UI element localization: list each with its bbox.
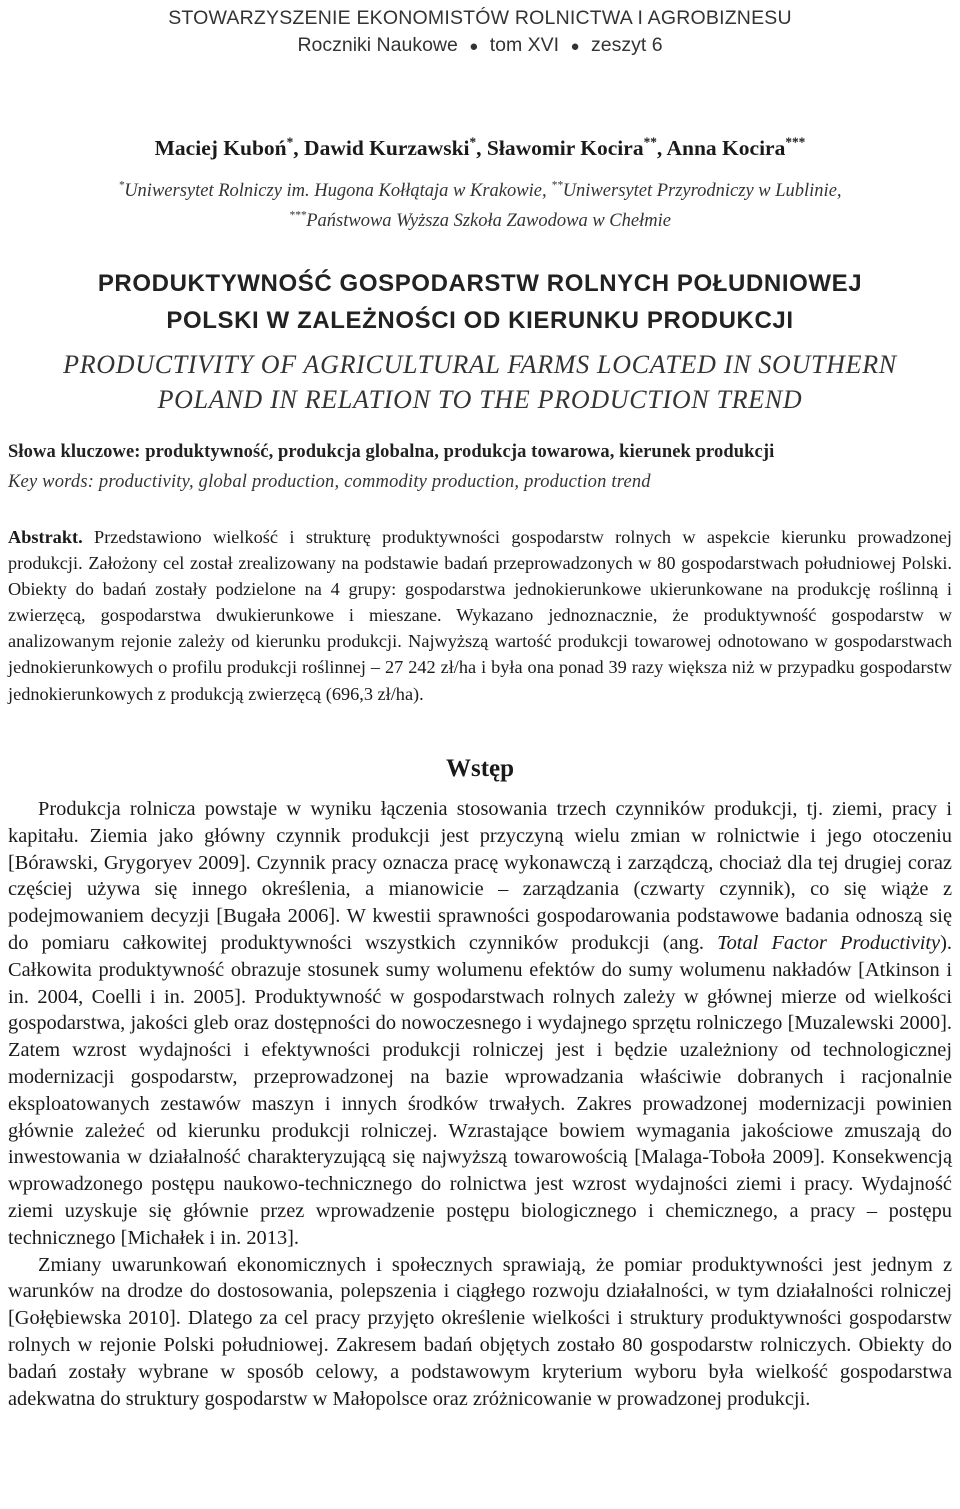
term-italic: Total Factor Productivity [717,931,941,954]
keywords-polish: Słowa kluczowe: produktywność, produkcja globalna, produkcja towarowa, kierunek produkcji [8,442,775,462]
title-line: POLSKI W ZALEŻNOŚCI OD KIERUNKU PRODUKCJI [166,307,794,334]
paragraph [8,796,952,1252]
paragraph: Zmiany uwarunkowań ekonomicznych i społecznych sprawiają, że pomiar produktywności jest jednym z warunków na drodze do dostosowania, polepszenia i ciągłego rozwoju działalności, w tym działalności rolniczej [Gołębiewska 2010]. Dlatego za cel pracy przyjęto określenie wielkości i struktury produktywności gospodarstw rolnych w rejonie Polski południowej. Zakresem badań objętych zostało 80 gospodarstw rolniczych. Obiekty do badań zostały wybrane w sposób celowy, a podstawowym kryterium wyboru była wielkość gospodarstwa adekwatna do struktury gospodarstw w Małopolsce oraz zróżnicowanie w prowadzonej produkcji. [8,1253,952,1410]
author-mark: * [286,134,294,150]
author-mark: * [469,134,477,150]
abstract-text: Przedstawiono wielkość i strukturę produktywności gospodarstw rolnych w aspekcie kierunku prowadzonej produkcji. Założony cel został zrealizowany na podstawie badań przeprowadzonych w 80 gospodarstwach południowej Polski. Obiekty do badań zostały podzielone na 4 grupy: gospodarstwa jednokierunkowe ukierunkowane na produkcję roślinną i zwierzęcą, gospodarstwa dwukierunkowe i mieszane. Wykazano jednoznacznie, że produktywność gospodarstw w analizowanym rejonie zależy od kierunku produkcji. Najwyższą wartość produkcji towarowej odnotowano w gospodarstwach jednokierunkowych o profilu produkcji roślinnej – 27 242 zł/ha i była ona ponad 39 razy większa niż w przypadku gospodarstw jednokierunkowych z produkcją zwierzęcą (696,3 zł/ha). [8,527,952,704]
author-name: Sławomir Kocira [486,136,644,160]
abstract [8,524,952,707]
author-name: Anna Kocira [666,136,786,160]
title-english [0,347,960,417]
author-name: Dawid Kurzawski [304,136,470,160]
title-line: PRODUCTIVITY OF AGRICULTURAL FARMS LOCATED IN SOUTHERN [63,350,897,379]
affiliations [0,176,960,236]
affiliation: Uniwersytet Przyrodniczy w Lublinie, [562,181,842,201]
affiliation: Uniwersytet Rolniczy im. Hugona Kołłątaja w Krakowie, [124,181,552,201]
bullet-icon: ● [469,38,479,55]
section-heading: Wstęp [445,755,515,782]
abstract-label: Abstrakt. [8,527,83,547]
keywords-english: Key words: productivity, global production, commodity production, production trend [8,472,651,492]
journal-volume: tom XVI [489,34,560,56]
author-name: Maciej Kuboń [154,136,287,160]
title-polish [0,265,960,339]
paragraph-text: ). Całkowita produktywność obrazuje stosunek sumy wolumenu efektów do sumy wolumenu nakładów [Atkinson i in. 2004, Coelli i in. 2005]. Produktywność w gospodarstwach rolnych zależy w głównej mierze od wielkości gospodarstwa, jakości gleb oraz dostępności do nowoczesnego i wydajnego sprzętu rolniczego [Muzalewski 2000]. Zatem wzrost wydajności i efektywności produkcji rolniczej jest i będzie uzależniony od technologicznej modernizacji gospodarstw, przeprowadzonej na bazie wprowadzania właściwie dobranych i racjonalnie eksploatowanych zestawów maszyn i innych środków trwałych. Zakres prowadzonej modernizacji powinien głównie zależeć od kierunku produkcji rolniczej. Wzrastające bowiem wymagania jakościowe zmuszają do inwestowania w działalność charakteryzującą się najwyższą towarowością [Malaga-Toboła 2009]. Konsekwencją wprowadzonego postępu naukowo-technicznego do rolnictwa jest wzrost wydajności ziemi i pracy. Wydajność ziemi uzyskuje się głównie przez wprowadzenie postępu biologicznego i chemicznego, a pracy – postępu technicznego [Michałek i in. 2013]. [8,931,952,1249]
author-list: Maciej Kuboń*, Dawid Kurzawski*, Sławomir Kocira**, Anna Kocira*** [154,134,806,160]
author-mark: ** [643,134,657,150]
author-mark: *** [785,134,806,150]
affiliation-mark: ** [551,179,563,192]
journal-issue: zeszyt 6 [591,34,663,56]
introduction-body [8,796,952,1412]
journal-publisher: STOWARZYSZENIE EKONOMISTÓW ROLNICTWA I AGROBIZNESU [168,7,792,29]
journal-series: Roczniki Naukowe [297,34,458,56]
paragraph-text: Produkcja rolnicza powstaje w wyniku łączenia stosowania trzech czynników produkcji, tj. ziemi, pracy i kapitału. Ziemia jako główny czynnik produkcji jest przyczyną wielu zmian w rolnictwie i jego otoczeniu [Bórawski, Grygoryev 2009]. Czynnik pracy oznacza pracę wykonawczą i zarządczą, chociaż dla tej drugiej coraz częściej używa się innego określenia, a mianowicie – zarządzania (czwarty czynnik), co się wiąże z podejmowaniem decyzji [Bugała 2006]. W kwestii sprawności gospodarowania podstawowe badania odnoszą się do pomiaru całkowitej produktywności wszystkich czynników produkcji (ang. [8,798,952,954]
affiliation: Państwowa Wyższa Szkoła Zawodowa w Chełmie [306,211,671,231]
title-line: PRODUKTYWNOŚĆ GOSPODARSTW ROLNYCH POŁUDNIOWEJ [97,270,863,297]
title-line: POLAND IN RELATION TO THE PRODUCTION TREND [157,385,803,414]
affiliation-mark: * [118,179,125,192]
journal-issue-line [0,31,960,61]
bullet-icon: ● [570,38,580,55]
affiliation-mark: *** [289,209,307,222]
